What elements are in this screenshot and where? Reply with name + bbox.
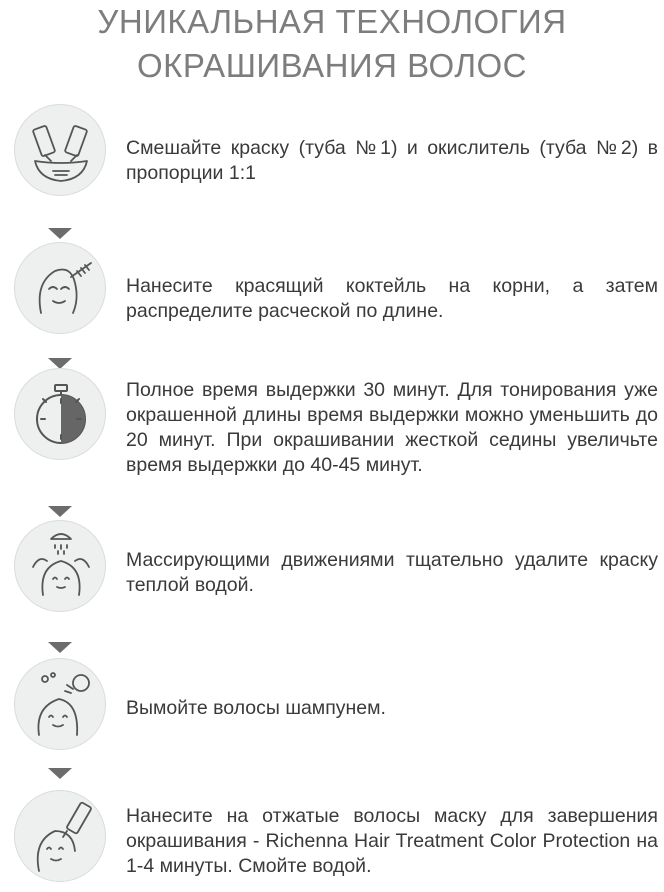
step-5-text: Вымойте волосы шампунем.: [126, 697, 386, 719]
step-2-text: Нанесите красящий коктейль на корни, а затем распределите расческой по длине.: [126, 275, 658, 322]
step-1-text: Смешайте краску (туба №1) и окислитель (туба №2) в пропорции 1:1: [126, 137, 658, 184]
shampoo-foam-icon: [14, 658, 106, 750]
step-4-text: Массирующими движениями тщательно удалите краску теплой водой.: [126, 549, 658, 596]
woman-comb-icon: [14, 242, 106, 334]
arrow-down-icon: [48, 228, 72, 239]
arrow-down-icon: [48, 506, 72, 517]
stopwatch-icon: [14, 368, 106, 460]
title-line-2: ОКРАШИВАНИЯ ВОЛОС: [136, 47, 527, 84]
step-3-text: Полное время выдержки 30 минут. Для тонирования уже окрашенной длины время выдержки можно уменьшить до 20 минут. При окрашивании жесткой седины увеличьте время выдержки до 40-45 минут.: [126, 379, 658, 476]
shower-rinse-icon: [14, 520, 106, 612]
mixing-bowl-tubes-icon: [14, 104, 106, 196]
arrow-down-icon: [48, 768, 72, 779]
arrow-down-icon: [48, 642, 72, 653]
step-6-text: Нанесите на отжатые волосы маску для завершения окрашивания - Richenna Hair Treatment Color Protection на 1-4 минуты. Смойте водой.: [126, 805, 658, 877]
page-title: [0, 0, 664, 88]
title-line-1: УНИКАЛЬНАЯ ТЕХНОЛОГИЯ: [97, 3, 567, 40]
mask-tube-icon: [14, 790, 106, 882]
